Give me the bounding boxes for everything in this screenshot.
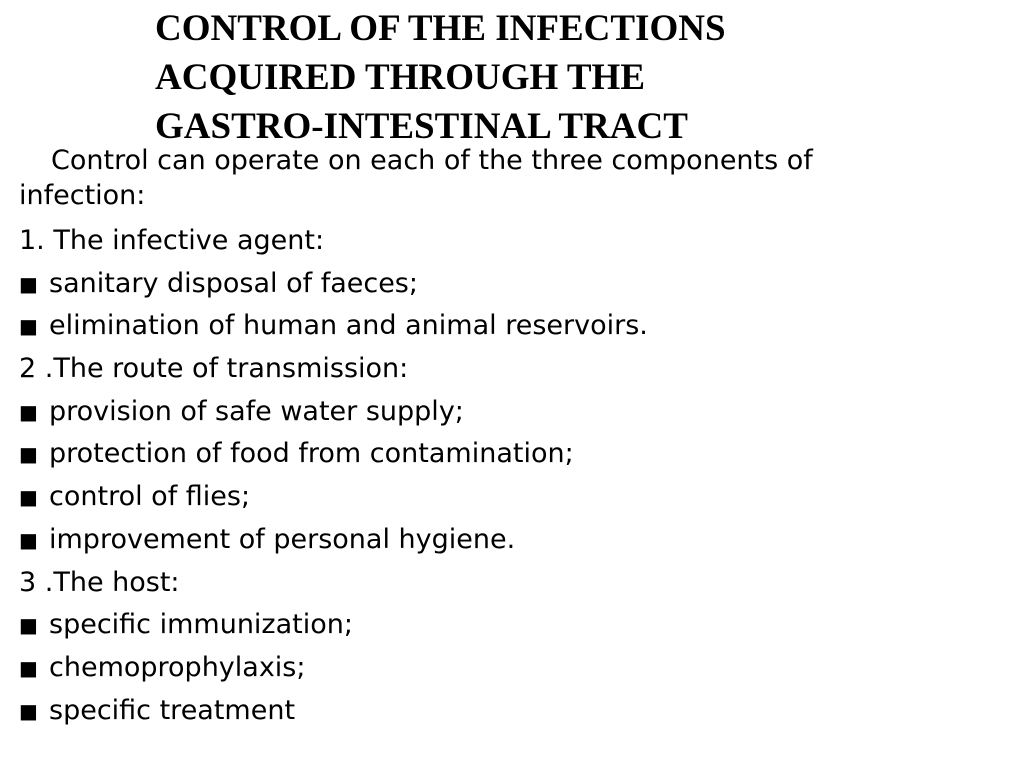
intro-line-1: Control can operate on each of the three components of — [51, 145, 813, 176]
list-item — [19, 391, 1009, 434]
section-infective-agent — [19, 220, 1009, 348]
slide-body — [19, 143, 1009, 732]
bullet-square-icon: ■ — [19, 698, 38, 723]
title-line-2: ACQUIRED THROUGH THE — [155, 57, 645, 98]
list-item — [19, 476, 1009, 519]
bullet-square-icon: ■ — [19, 442, 38, 467]
list-item — [19, 690, 1009, 733]
list-item-text: improvement of personal hygiene. — [49, 523, 516, 555]
section-route-of-transmission — [19, 348, 1009, 561]
list-item-text: sanitary disposal of faeces; — [49, 267, 418, 299]
bullet-square-icon: ■ — [19, 655, 38, 680]
list-item — [19, 604, 1009, 647]
list-item-text: provision of safe water supply; — [49, 395, 464, 427]
list-item — [19, 433, 1009, 476]
bullet-square-icon: ■ — [19, 271, 38, 296]
intro-paragraph — [19, 143, 1009, 220]
section-heading: 1. The infective agent: — [19, 225, 325, 256]
bullet-square-icon: ■ — [19, 527, 38, 552]
section-heading: 2 .The route of transmission: — [19, 353, 409, 385]
list-item-text: control of flies; — [49, 481, 251, 513]
title-line-3: GASTRO-INTESTINAL TRACT — [155, 106, 688, 147]
section-host — [19, 562, 1009, 733]
bullet-square-icon: ■ — [19, 314, 38, 339]
section-heading: 3 .The host: — [19, 566, 180, 598]
list-item — [19, 305, 1009, 348]
list-item — [19, 647, 1009, 690]
bullet-square-icon: ■ — [19, 485, 38, 510]
title-line-1: CONTROL OF THE INFECTIONS — [155, 8, 726, 49]
list-item-text: protection of food from contamination; — [49, 438, 574, 470]
list-item-text: specific immunization; — [49, 609, 353, 641]
list-item-text: elimination of human and animal reservoirs. — [49, 310, 648, 342]
bullet-square-icon: ■ — [19, 613, 38, 638]
slide-title — [155, 4, 955, 151]
list-item-text: specific treatment — [49, 694, 296, 726]
list-item — [19, 263, 1009, 306]
list-item — [19, 519, 1009, 562]
bullet-square-icon: ■ — [19, 399, 38, 424]
intro-line-2: infection: — [19, 180, 146, 211]
list-item-text: chemoprophylaxis; — [49, 651, 306, 683]
